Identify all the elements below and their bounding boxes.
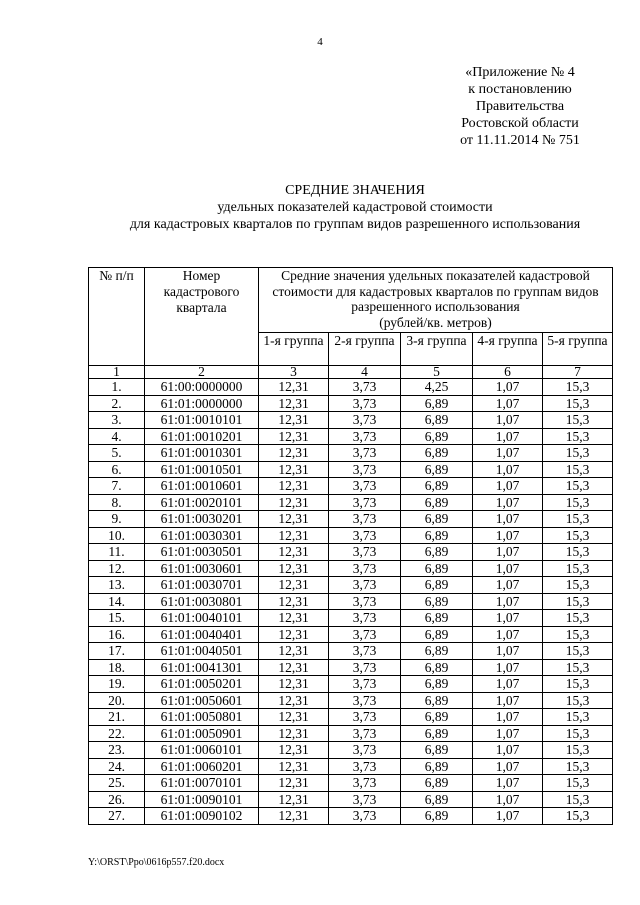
- cadastral-quarter-cell: 61:01:0010601: [145, 478, 259, 495]
- group1-value-cell: 12,31: [259, 659, 329, 676]
- column-number: 1: [89, 366, 145, 379]
- row-number-cell: 20.: [89, 692, 145, 709]
- row-number-cell: 10.: [89, 527, 145, 544]
- group4-value-cell: 1,07: [473, 626, 543, 643]
- group1-value-cell: 12,31: [259, 626, 329, 643]
- cadastral-quarter-cell: 61:01:0010201: [145, 428, 259, 445]
- row-number-cell: 8.: [89, 494, 145, 511]
- cadastral-quarter-cell: 61:01:0050201: [145, 676, 259, 693]
- group1-value-cell: 12,31: [259, 775, 329, 792]
- group1-value-cell: 12,31: [259, 709, 329, 726]
- cadastral-quarter-cell: 61:00:0000000: [145, 379, 259, 396]
- header-unit: (рублей/кв. метров): [379, 314, 492, 330]
- group4-value-cell: 1,07: [473, 494, 543, 511]
- footer-file-path: Y:\ORST\Ppo\0616p557.f20.docx: [88, 857, 225, 868]
- group2-value-cell: 3,73: [329, 725, 401, 742]
- group5-value-cell: 15,3: [543, 775, 613, 792]
- row-number-cell: 12.: [89, 560, 145, 577]
- cadastral-quarter-cell: 61:01:0020101: [145, 494, 259, 511]
- group2-value-cell: 3,73: [329, 478, 401, 495]
- table-row: [89, 445, 613, 462]
- row-number-cell: 16.: [89, 626, 145, 643]
- group1-value-cell: 12,31: [259, 461, 329, 478]
- group5-value-cell: 15,3: [543, 494, 613, 511]
- group2-value-cell: 3,73: [329, 758, 401, 775]
- group2-value-cell: 3,73: [329, 445, 401, 462]
- cadastral-quarter-cell: 61:01:0000000: [145, 395, 259, 412]
- group3-value-cell: 6,89: [401, 395, 473, 412]
- group2-value-cell: 3,73: [329, 395, 401, 412]
- group4-value-cell: 1,07: [473, 643, 543, 660]
- cadastral-quarter-cell: 61:01:0070101: [145, 775, 259, 792]
- group4-value-cell: 1,07: [473, 379, 543, 396]
- column-number: 4: [329, 366, 401, 379]
- group3-value-cell: 6,89: [401, 758, 473, 775]
- row-number-cell: 27.: [89, 808, 145, 825]
- group2-value-cell: 3,73: [329, 626, 401, 643]
- header-average-values: [259, 268, 613, 333]
- table-row: [89, 511, 613, 528]
- group2-value-cell: 3,73: [329, 379, 401, 396]
- group5-value-cell: 15,3: [543, 725, 613, 742]
- group5-value-cell: 15,3: [543, 428, 613, 445]
- cadastral-quarter-cell: 61:01:0040401: [145, 626, 259, 643]
- group1-value-cell: 12,31: [259, 692, 329, 709]
- group4-value-cell: 1,07: [473, 775, 543, 792]
- table-row: [89, 659, 613, 676]
- group5-value-cell: 15,3: [543, 445, 613, 462]
- table-row: [89, 560, 613, 577]
- group4-value-cell: 1,07: [473, 395, 543, 412]
- table-row: [89, 742, 613, 759]
- cadastral-values-table: [88, 267, 613, 825]
- column-number: 7: [543, 366, 613, 379]
- table-body: [89, 379, 613, 825]
- group3-value-cell: 6,89: [401, 478, 473, 495]
- group1-value-cell: 12,31: [259, 560, 329, 577]
- group4-value-cell: 1,07: [473, 593, 543, 610]
- group5-value-cell: 15,3: [543, 808, 613, 825]
- table-row: [89, 725, 613, 742]
- group3-value-cell: 6,89: [401, 577, 473, 594]
- group5-value-cell: 15,3: [543, 791, 613, 808]
- cadastral-quarter-cell: 61:01:0030801: [145, 593, 259, 610]
- group3-value-cell: 6,89: [401, 527, 473, 544]
- appendix-line: Ростовской области: [461, 116, 579, 131]
- group4-value-cell: 1,07: [473, 511, 543, 528]
- row-number-cell: 26.: [89, 791, 145, 808]
- row-number-cell: 13.: [89, 577, 145, 594]
- row-number-cell: 4.: [89, 428, 145, 445]
- table-row: [89, 643, 613, 660]
- table-row: [89, 527, 613, 544]
- group4-value-cell: 1,07: [473, 478, 543, 495]
- group1-value-cell: 12,31: [259, 511, 329, 528]
- group1-value-cell: 12,31: [259, 445, 329, 462]
- header-group: 3-я группа: [401, 333, 473, 366]
- table-row: [89, 808, 613, 825]
- appendix-header: [440, 64, 600, 149]
- group1-value-cell: 12,31: [259, 725, 329, 742]
- group2-value-cell: 3,73: [329, 412, 401, 429]
- group5-value-cell: 15,3: [543, 742, 613, 759]
- group4-value-cell: 1,07: [473, 709, 543, 726]
- cadastral-quarter-cell: 61:01:0050601: [145, 692, 259, 709]
- group3-value-cell: 6,89: [401, 428, 473, 445]
- appendix-line: к постановлению: [468, 82, 572, 97]
- row-number-cell: 2.: [89, 395, 145, 412]
- group2-value-cell: 3,73: [329, 808, 401, 825]
- group2-value-cell: 3,73: [329, 643, 401, 660]
- group1-value-cell: 12,31: [259, 544, 329, 561]
- cadastral-quarter-cell: 61:01:0030201: [145, 511, 259, 528]
- header-cadastral-quarter: Номер кадастрового квартала: [145, 268, 259, 366]
- group3-value-cell: 6,89: [401, 445, 473, 462]
- group5-value-cell: 15,3: [543, 527, 613, 544]
- group1-value-cell: 12,31: [259, 610, 329, 627]
- group4-value-cell: 1,07: [473, 461, 543, 478]
- group5-value-cell: 15,3: [543, 626, 613, 643]
- group5-value-cell: 15,3: [543, 544, 613, 561]
- group3-value-cell: 6,89: [401, 626, 473, 643]
- group5-value-cell: 15,3: [543, 659, 613, 676]
- group1-value-cell: 12,31: [259, 791, 329, 808]
- group1-value-cell: 12,31: [259, 758, 329, 775]
- table-row: [89, 577, 613, 594]
- group3-value-cell: 6,89: [401, 494, 473, 511]
- group5-value-cell: 15,3: [543, 709, 613, 726]
- row-number-cell: 9.: [89, 511, 145, 528]
- group2-value-cell: 3,73: [329, 527, 401, 544]
- table-row: [89, 544, 613, 561]
- row-number-cell: 11.: [89, 544, 145, 561]
- group3-value-cell: 6,89: [401, 544, 473, 561]
- group5-value-cell: 15,3: [543, 511, 613, 528]
- group5-value-cell: 15,3: [543, 478, 613, 495]
- table-row: [89, 775, 613, 792]
- group2-value-cell: 3,73: [329, 775, 401, 792]
- group5-value-cell: 15,3: [543, 758, 613, 775]
- title-line: для кадастровых кварталов по группам видов разрешенного использования: [129, 217, 581, 232]
- row-number-cell: 3.: [89, 412, 145, 429]
- group3-value-cell: 6,89: [401, 412, 473, 429]
- table-row: [89, 494, 613, 511]
- group3-value-cell: 6,89: [401, 692, 473, 709]
- group2-value-cell: 3,73: [329, 560, 401, 577]
- group3-value-cell: 6,89: [401, 709, 473, 726]
- row-number-cell: 5.: [89, 445, 145, 462]
- cadastral-quarter-cell: 61:01:0030301: [145, 527, 259, 544]
- column-number: 5: [401, 366, 473, 379]
- group2-value-cell: 3,73: [329, 544, 401, 561]
- row-number-cell: 1.: [89, 379, 145, 396]
- group5-value-cell: 15,3: [543, 577, 613, 594]
- column-number: 3: [259, 366, 329, 379]
- group2-value-cell: 3,73: [329, 709, 401, 726]
- row-number-cell: 21.: [89, 709, 145, 726]
- group4-value-cell: 1,07: [473, 742, 543, 759]
- group2-value-cell: 3,73: [329, 593, 401, 610]
- row-number-cell: 17.: [89, 643, 145, 660]
- group4-value-cell: 1,07: [473, 659, 543, 676]
- group4-value-cell: 1,07: [473, 412, 543, 429]
- table-row: [89, 478, 613, 495]
- group1-value-cell: 12,31: [259, 593, 329, 610]
- row-number-cell: 22.: [89, 725, 145, 742]
- group2-value-cell: 3,73: [329, 428, 401, 445]
- group4-value-cell: 1,07: [473, 725, 543, 742]
- table-row: [89, 709, 613, 726]
- column-number: 2: [145, 366, 259, 379]
- appendix-line: «Приложение № 4: [465, 65, 575, 80]
- table-row: [89, 626, 613, 643]
- appendix-line: от 11.11.2014 № 751: [460, 133, 580, 148]
- group2-value-cell: 3,73: [329, 577, 401, 594]
- group4-value-cell: 1,07: [473, 808, 543, 825]
- table-row: [89, 610, 613, 627]
- cadastral-quarter-cell: 61:01:0060101: [145, 742, 259, 759]
- cadastral-quarter-cell: 61:01:0010101: [145, 412, 259, 429]
- group5-value-cell: 15,3: [543, 692, 613, 709]
- group1-value-cell: 12,31: [259, 527, 329, 544]
- cadastral-quarter-cell: 61:01:0030701: [145, 577, 259, 594]
- group1-value-cell: 12,31: [259, 428, 329, 445]
- table-row: [89, 692, 613, 709]
- group1-value-cell: 12,31: [259, 412, 329, 429]
- group3-value-cell: 6,89: [401, 610, 473, 627]
- row-number-cell: 19.: [89, 676, 145, 693]
- group4-value-cell: 1,07: [473, 577, 543, 594]
- row-number-cell: 14.: [89, 593, 145, 610]
- group3-value-cell: 6,89: [401, 808, 473, 825]
- header-group: 5-я группа: [543, 333, 613, 366]
- table-row: [89, 428, 613, 445]
- cadastral-quarter-cell: 61:01:0090102: [145, 808, 259, 825]
- group3-value-cell: 6,89: [401, 511, 473, 528]
- group5-value-cell: 15,3: [543, 593, 613, 610]
- cadastral-quarter-cell: 61:01:0060201: [145, 758, 259, 775]
- group4-value-cell: 1,07: [473, 676, 543, 693]
- group5-value-cell: 15,3: [543, 412, 613, 429]
- row-number-cell: 24.: [89, 758, 145, 775]
- group3-value-cell: 6,89: [401, 791, 473, 808]
- title-line: СРЕДНИЕ ЗНАЧЕНИЯ: [285, 183, 425, 198]
- table-row: [89, 461, 613, 478]
- group5-value-cell: 15,3: [543, 560, 613, 577]
- group3-value-cell: 6,89: [401, 461, 473, 478]
- header-group: 1-я группа: [259, 333, 329, 366]
- group2-value-cell: 3,73: [329, 692, 401, 709]
- cadastral-quarter-cell: 61:01:0090101: [145, 791, 259, 808]
- cadastral-quarter-cell: 61:01:0030501: [145, 544, 259, 561]
- group1-value-cell: 12,31: [259, 643, 329, 660]
- group5-value-cell: 15,3: [543, 379, 613, 396]
- group2-value-cell: 3,73: [329, 511, 401, 528]
- cadastral-quarter-cell: 61:01:0010501: [145, 461, 259, 478]
- table-row: [89, 758, 613, 775]
- group5-value-cell: 15,3: [543, 461, 613, 478]
- group1-value-cell: 12,31: [259, 494, 329, 511]
- group3-value-cell: 6,89: [401, 775, 473, 792]
- page-number: 4: [317, 36, 323, 48]
- group5-value-cell: 15,3: [543, 395, 613, 412]
- group3-value-cell: 6,89: [401, 725, 473, 742]
- group4-value-cell: 1,07: [473, 610, 543, 627]
- header-average-values-text: Средние значения удельных показателей кадастровой стоимости для кадастровых кварталов по группам видов разрешенного использования: [272, 268, 599, 314]
- group3-value-cell: 6,89: [401, 560, 473, 577]
- table-row: [89, 676, 613, 693]
- group5-value-cell: 15,3: [543, 610, 613, 627]
- group2-value-cell: 3,73: [329, 742, 401, 759]
- table-row: [89, 593, 613, 610]
- cadastral-quarter-cell: 61:01:0010301: [145, 445, 259, 462]
- group4-value-cell: 1,07: [473, 544, 543, 561]
- group4-value-cell: 1,07: [473, 560, 543, 577]
- group5-value-cell: 15,3: [543, 643, 613, 660]
- cadastral-quarter-cell: 61:01:0050801: [145, 709, 259, 726]
- header-group: 4-я группа: [473, 333, 543, 366]
- group4-value-cell: 1,07: [473, 758, 543, 775]
- group4-value-cell: 1,07: [473, 791, 543, 808]
- group3-value-cell: 6,89: [401, 593, 473, 610]
- group3-value-cell: 6,89: [401, 676, 473, 693]
- group1-value-cell: 12,31: [259, 478, 329, 495]
- title-line: удельных показателей кадастровой стоимости: [217, 200, 493, 215]
- column-number: 6: [473, 366, 543, 379]
- group1-value-cell: 12,31: [259, 379, 329, 396]
- row-number-cell: 25.: [89, 775, 145, 792]
- group2-value-cell: 3,73: [329, 461, 401, 478]
- group2-value-cell: 3,73: [329, 676, 401, 693]
- table-row: [89, 791, 613, 808]
- group1-value-cell: 12,31: [259, 676, 329, 693]
- group3-value-cell: 6,89: [401, 742, 473, 759]
- header-group: 2-я группа: [329, 333, 401, 366]
- table-row: [89, 412, 613, 429]
- document-title: [90, 182, 620, 233]
- group1-value-cell: 12,31: [259, 395, 329, 412]
- cadastral-quarter-cell: 61:01:0040101: [145, 610, 259, 627]
- group2-value-cell: 3,73: [329, 610, 401, 627]
- row-number-cell: 15.: [89, 610, 145, 627]
- group3-value-cell: 6,89: [401, 659, 473, 676]
- group1-value-cell: 12,31: [259, 577, 329, 594]
- group4-value-cell: 1,07: [473, 428, 543, 445]
- group4-value-cell: 1,07: [473, 445, 543, 462]
- group2-value-cell: 3,73: [329, 791, 401, 808]
- row-number-cell: 23.: [89, 742, 145, 759]
- group2-value-cell: 3,73: [329, 659, 401, 676]
- appendix-line: Правительства: [475, 99, 565, 114]
- cadastral-quarter-cell: 61:01:0041301: [145, 659, 259, 676]
- group1-value-cell: 12,31: [259, 808, 329, 825]
- group5-value-cell: 15,3: [543, 676, 613, 693]
- table-row: [89, 395, 613, 412]
- table-row: [89, 379, 613, 396]
- group2-value-cell: 3,73: [329, 494, 401, 511]
- row-number-cell: 7.: [89, 478, 145, 495]
- group4-value-cell: 1,07: [473, 692, 543, 709]
- group3-value-cell: 6,89: [401, 643, 473, 660]
- cadastral-quarter-cell: 61:01:0050901: [145, 725, 259, 742]
- cadastral-quarter-cell: 61:01:0040501: [145, 643, 259, 660]
- group1-value-cell: 12,31: [259, 742, 329, 759]
- group3-value-cell: 4,25: [401, 379, 473, 396]
- group4-value-cell: 1,07: [473, 527, 543, 544]
- row-number-cell: 6.: [89, 461, 145, 478]
- cadastral-quarter-cell: 61:01:0030601: [145, 560, 259, 577]
- row-number-cell: 18.: [89, 659, 145, 676]
- header-row-number: № п/п: [89, 268, 145, 366]
